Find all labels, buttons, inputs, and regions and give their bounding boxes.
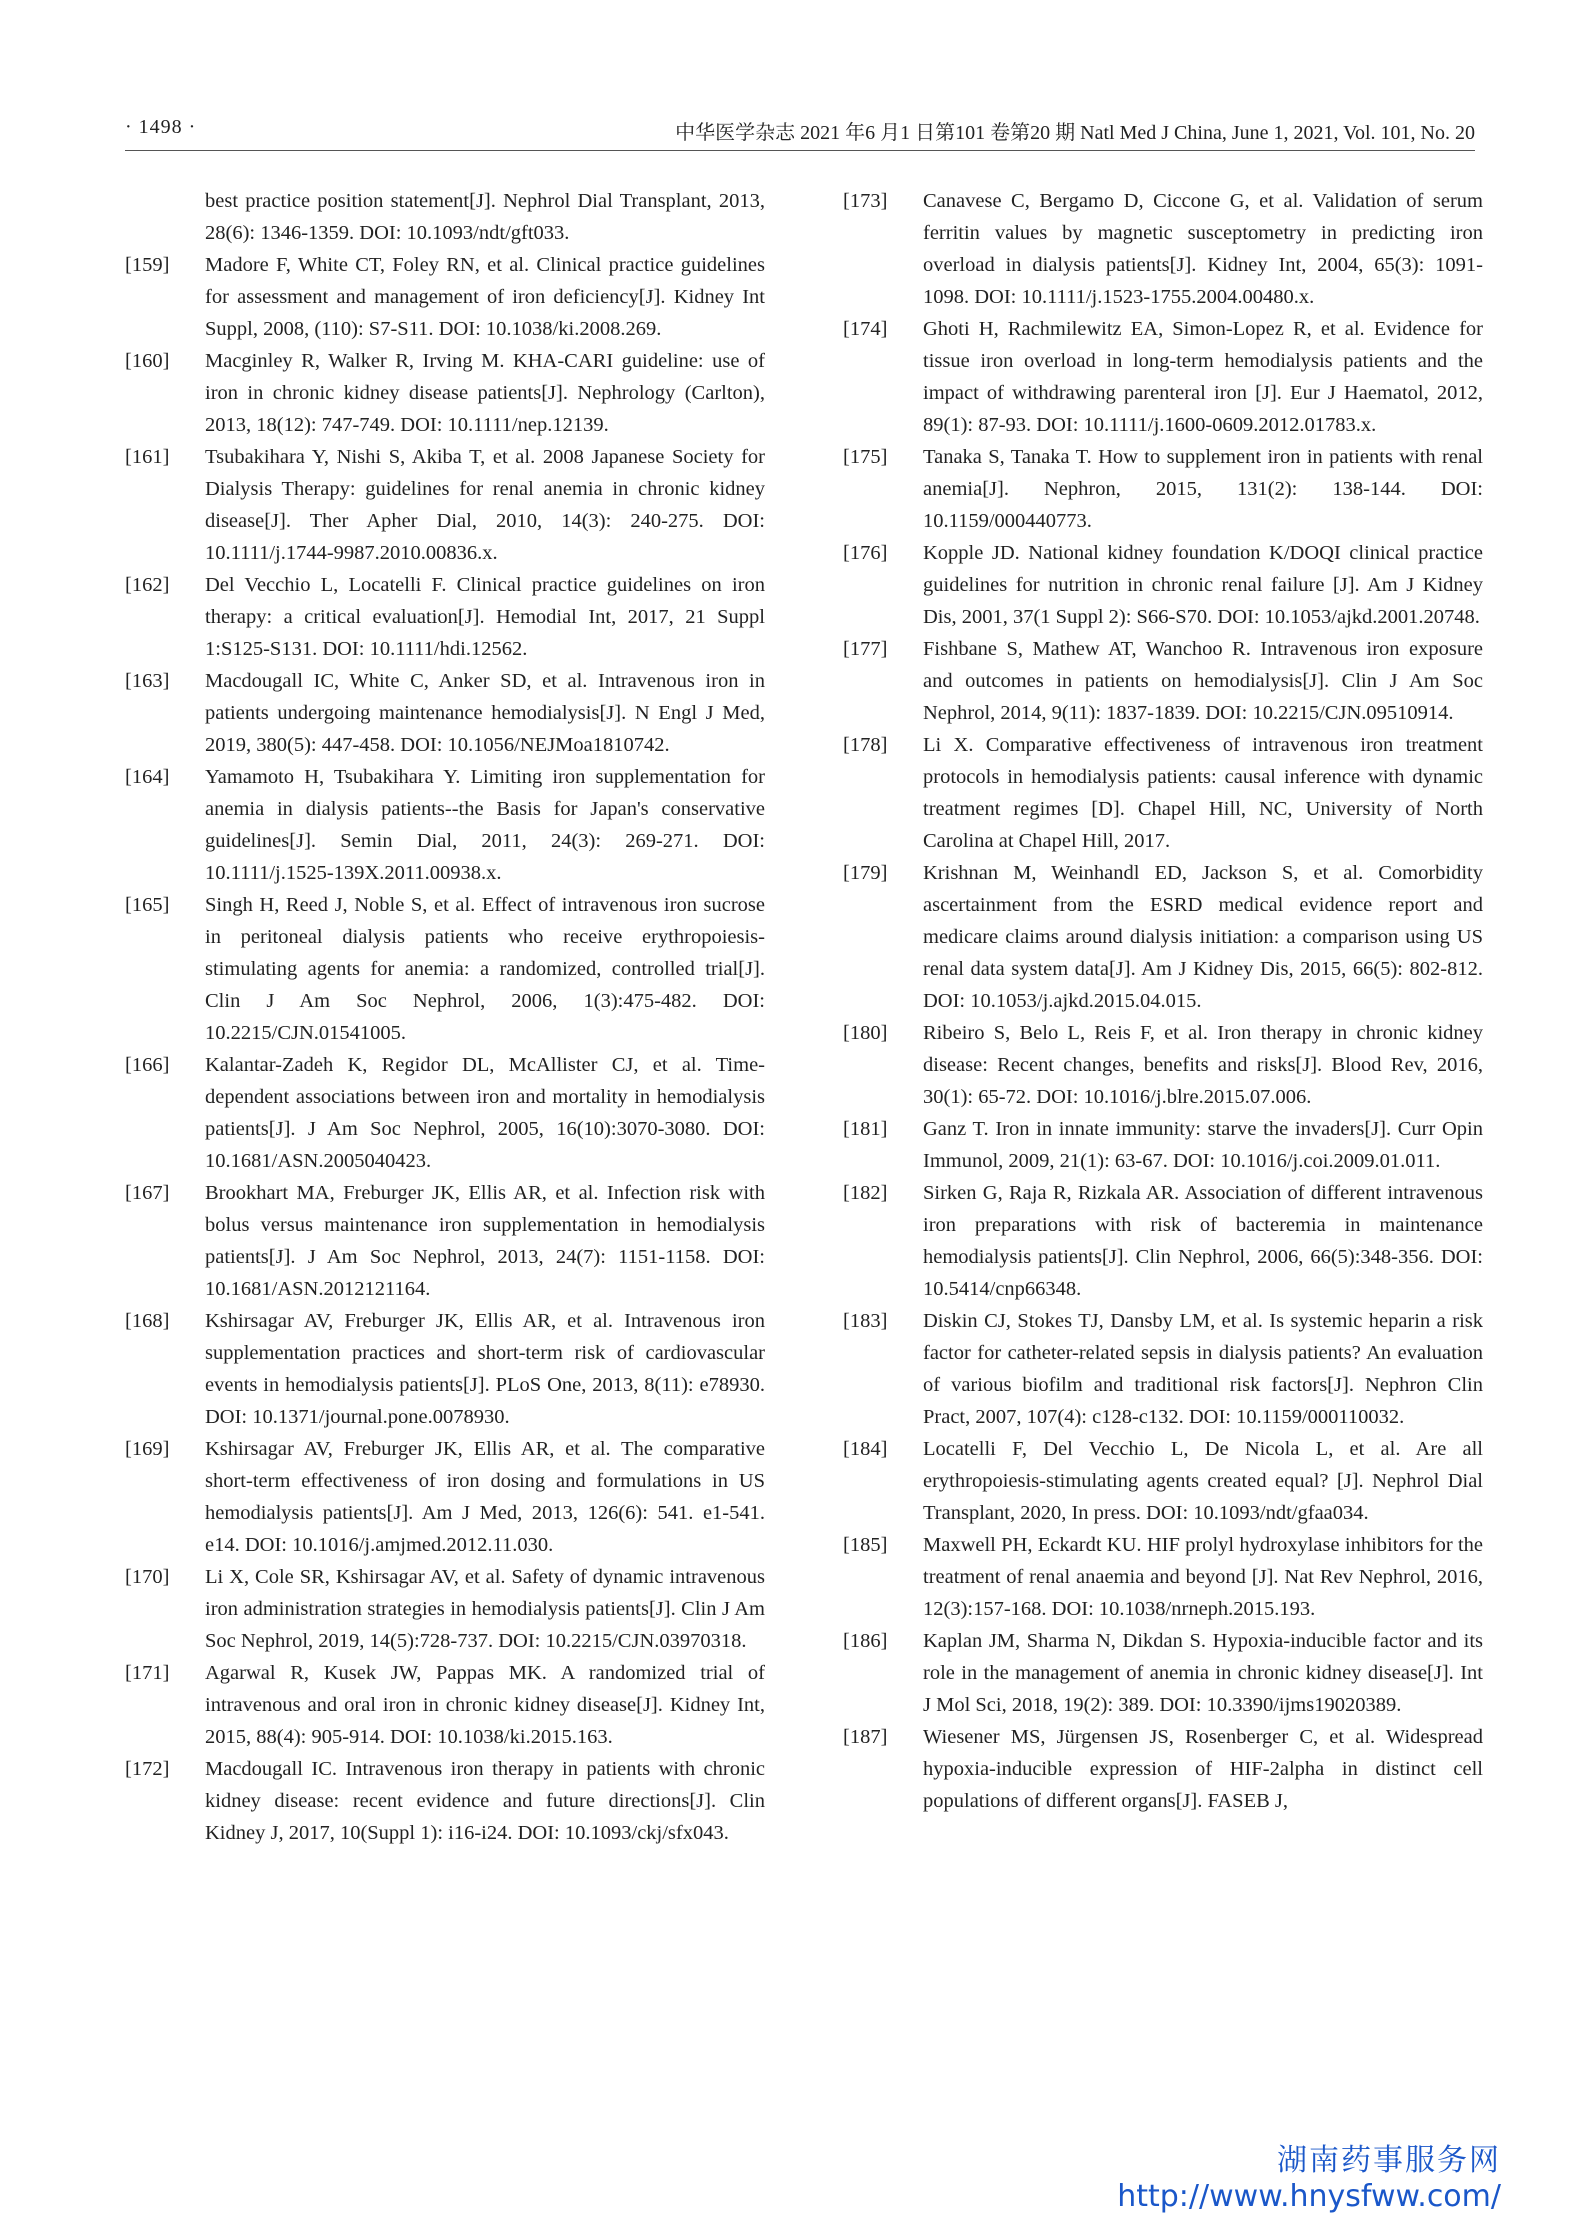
reference-number: [168] (125, 1310, 170, 1332)
reference-number: [159] (125, 254, 170, 276)
reference-text: Macdougall IC, White C, Anker SD, et al. Intravenous iron in patients undergoing maintenance hemodialysis[J]. N Engl J Med, 2019, 380(5): 447-458. DOI: 10.1056/NEJMoa1810742. (205, 670, 765, 756)
running-header (125, 112, 1475, 151)
reference-entry (125, 1177, 765, 1305)
reference-number: [185] (843, 1534, 888, 1556)
reference-number: [186] (843, 1630, 888, 1652)
reference-entry (125, 1561, 765, 1657)
reference-text: Diskin CJ, Stokes TJ, Dansby LM, et al. Is systemic heparin a risk factor for catheter-related sepsis in dialysis patients? An evaluation of various biofilm and traditional risk factors[J]. Nephron Clin Pract, 2007, 107(4): c128-c132. DOI: 10.1159/000110032. (923, 1310, 1483, 1428)
reference-text: Madore F, White CT, Foley RN, et al. Clinical practice guidelines for assessment and management of iron deficiency[J]. Kidney Int Suppl, 2008, (110): S7-S11. DOI: 10.1038/ki.2008.269. (205, 254, 765, 340)
reference-entry (843, 1721, 1483, 1817)
reference-text: Macginley R, Walker R, Irving M. KHA-CARI guideline: use of iron in chronic kidney disease patients[J]. Nephrology (Carlton), 2013, 18(12): 747-749. DOI: 10.1111/nep.12139. (205, 350, 765, 436)
watermark-site-name: 湖南药事服务网 (1277, 2143, 1501, 2178)
reference-text: Sirken G, Raja R, Rizkala AR. Association of different intravenous iron preparations with risk of bacteremia in maintenance hemodialysis patients[J]. Clin Nephrol, 2006, 66(5):348-356. DOI: 10.5414/cnp66348. (923, 1182, 1483, 1300)
reference-number: [164] (125, 766, 170, 788)
reference-number: [176] (843, 542, 888, 564)
reference-entry (843, 441, 1483, 537)
reference-entry (843, 729, 1483, 857)
reference-entry (125, 1753, 765, 1849)
reference-text: Canavese C, Bergamo D, Ciccone G, et al. Validation of serum ferritin values by magnetic susceptometry in predicting iron overload in dialysis patients[J]. Kidney Int, 2004, 65(3): 1091-1098. DOI: 10.1111/j.1523-1755.2004.00480.x. (923, 190, 1483, 308)
reference-text: Fishbane S, Mathew AT, Wanchoo R. Intravenous iron exposure and outcomes in patients on hemodialysis[J]. Clin J Am Soc Nephrol, 2014, 9(11): 1837-1839. DOI: 10.2215/CJN.09510914. (923, 638, 1483, 724)
reference-entry (125, 761, 765, 889)
reference-text: Yamamoto H, Tsubakihara Y. Limiting iron supplementation for anemia in dialysis patients--the Basis for Japan's conservative guidelines[J]. Semin Dial, 2011, 24(3): 269-271. DOI: 10.1111/j.1525-139X.2011.00938.x. (205, 766, 765, 884)
reference-number: [166] (125, 1054, 170, 1076)
reference-text: best practice position statement[J]. Nephrol Dial Transplant, 2013, 28(6): 1346-1359. DOI: 10.1093/ndt/gft033. (205, 190, 765, 244)
reference-entry (125, 185, 765, 249)
reference-text: Tanaka S, Tanaka T. How to supplement iron in patients with renal anemia[J]. Nephron, 2015, 131(2): 138-144. DOI: 10.1159/000440773. (923, 446, 1483, 532)
reference-entry (843, 1433, 1483, 1529)
reference-text: Locatelli F, Del Vecchio L, De Nicola L, et al. Are all erythropoiesis-stimulating agents created equal? [J]. Nephrol Dial Transplant, 2020, In press. DOI: 10.1093/ndt/gfaa034. (923, 1438, 1483, 1524)
reference-number: [169] (125, 1438, 170, 1460)
reference-entry (843, 1529, 1483, 1625)
reference-entry (843, 633, 1483, 729)
reference-entry (125, 249, 765, 345)
reference-entry (843, 1017, 1483, 1113)
reference-text: Agarwal R, Kusek JW, Pappas MK. A randomized trial of intravenous and oral iron in chronic kidney disease[J]. Kidney Int, 2015, 88(4): 905-914. DOI: 10.1038/ki.2015.163. (205, 1662, 765, 1748)
reference-number: [184] (843, 1438, 888, 1460)
reference-text: Ghoti H, Rachmilewitz EA, Simon-Lopez R, et al. Evidence for tissue iron overload in long-term hemodialysis patients and the impact of withdrawing parenteral iron [J]. Eur J Haematol, 2012, 89(1): 87-93. DOI: 10.1111/j.1600-0609.2012.01783.x. (923, 318, 1483, 436)
reference-number: [179] (843, 862, 888, 884)
reference-text: Kshirsagar AV, Freburger JK, Ellis AR, et al. Intravenous iron supplementation practices and short-term risk of cardiovascular events in hemodialysis patients[J]. PLoS One, 2013, 8(11): e78930. DOI: 10.1371/journal.pone.0078930. (205, 1310, 765, 1428)
reference-entry (125, 1433, 765, 1561)
reference-text: Maxwell PH, Eckardt KU. HIF prolyl hydroxylase inhibitors for the treatment of renal anaemia and beyond [J]. Nat Rev Nephrol, 2016, 12(3):157-168. DOI: 10.1038/nrneph.2015.193. (923, 1534, 1483, 1620)
reference-number: [182] (843, 1182, 888, 1204)
reference-text: Krishnan M, Weinhandl ED, Jackson S, et al. Comorbidity ascertainment from the ESRD medical evidence report and medicare claims around dialysis initiation: a comparison using US renal data system data[J]. Am J Kidney Dis, 2015, 66(5): 802-812. DOI: 10.1053/j.ajkd.2015.04.015. (923, 862, 1483, 1012)
reference-entry (843, 1305, 1483, 1433)
reference-number: [183] (843, 1310, 888, 1332)
reference-number: [163] (125, 670, 170, 692)
reference-number: [170] (125, 1566, 170, 1588)
reference-entry (125, 1305, 765, 1433)
reference-number: [162] (125, 574, 170, 596)
reference-number: [167] (125, 1182, 170, 1204)
reference-entry (125, 665, 765, 761)
reference-column-left (125, 185, 765, 1849)
reference-number: [178] (843, 734, 888, 756)
reference-entry (125, 441, 765, 569)
reference-text: Macdougall IC. Intravenous iron therapy in patients with chronic kidney disease: recent evidence and future directions[J]. Clin Kidney J, 2017, 10(Suppl 1): i16-i24. DOI: 10.1093/ckj/sfx043. (205, 1758, 765, 1844)
page-number: · 1498 · (125, 116, 197, 138)
reference-text: Kopple JD. National kidney foundation K/DOQI clinical practice guidelines for nutrition in chronic renal failure [J]. Am J Kidney Dis, 2001, 37(1 Suppl 2): S66-S70. DOI: 10.1053/ajkd.2001.20748. (923, 542, 1483, 628)
reference-entry (843, 185, 1483, 313)
reference-entry (843, 1113, 1483, 1177)
reference-text: Kalantar-Zadeh K, Regidor DL, McAllister CJ, et al. Time-dependent associations between iron and mortality in hemodialysis patients[J]. J Am Soc Nephrol, 2005, 16(10):3070-3080. DOI: 10.1681/ASN.2005040423. (205, 1054, 765, 1172)
reference-entry (125, 345, 765, 441)
reference-text: Brookhart MA, Freburger JK, Ellis AR, et al. Infection risk with bolus versus maintenance iron supplementation in hemodialysis patients[J]. J Am Soc Nephrol, 2013, 24(7): 1151-1158. DOI: 10.1681/ASN.2012121164. (205, 1182, 765, 1300)
reference-number: [180] (843, 1022, 888, 1044)
journal-citation-line: 中华医学杂志 2021 年6 月1 日第101 卷第20 期 Natl Med J China, June 1, 2021, Vol. 101, No. 20 (675, 122, 1475, 144)
reference-number: [161] (125, 446, 170, 468)
reference-number: [171] (125, 1662, 170, 1684)
reference-column-right (843, 185, 1483, 1817)
reference-number: [174] (843, 318, 888, 340)
watermark-url[interactable]: http://www.hnysfww.com/ (1117, 2179, 1501, 2214)
reference-text: Wiesener MS, Jürgensen JS, Rosenberger C, et al. Widespread hypoxia-inducible expression of HIF-2alpha in distinct cell populations of different organs[J]. FASEB J, (923, 1726, 1483, 1812)
reference-text: Tsubakihara Y, Nishi S, Akiba T, et al. 2008 Japanese Society for Dialysis Therapy: guidelines for renal anemia in chronic kidney disease[J]. Ther Apher Dial, 2010, 14(3): 240-275. DOI: 10.1111/j.1744-9987.2010.00836.x. (205, 446, 765, 564)
reference-text: Ribeiro S, Belo L, Reis F, et al. Iron therapy in chronic kidney disease: Recent changes, benefits and risks[J]. Blood Rev, 2016, 30(1): 65-72. DOI: 10.1016/j.blre.2015.07.006. (923, 1022, 1483, 1108)
reference-number: [187] (843, 1726, 888, 1748)
site-watermark (1117, 2143, 1501, 2214)
reference-entry (843, 857, 1483, 1017)
reference-entry (125, 1049, 765, 1177)
reference-number: [175] (843, 446, 888, 468)
reference-entry (125, 1657, 765, 1753)
reference-number: [172] (125, 1758, 170, 1780)
reference-entry (125, 569, 765, 665)
reference-text: Kshirsagar AV, Freburger JK, Ellis AR, et al. The comparative short-term effectiveness of iron dosing and formulations in US hemodialysis patients[J]. Am J Med, 2013, 126(6): 541. e1-541. e14. DOI: 10.1016/j.amjmed.2012.11.030. (205, 1438, 765, 1556)
reference-text: Del Vecchio L, Locatelli F. Clinical practice guidelines on iron therapy: a critical evaluation[J]. Hemodial Int, 2017, 21 Suppl 1:S125-S131. DOI: 10.1111/hdi.12562. (205, 574, 765, 660)
reference-number: [181] (843, 1118, 888, 1140)
reference-text: Li X, Cole SR, Kshirsagar AV, et al. Safety of dynamic intravenous iron administration strategies in hemodialysis patients[J]. Clin J Am Soc Nephrol, 2019, 14(5):728-737. DOI: 10.2215/CJN.03970318. (205, 1566, 765, 1652)
reference-text: Ganz T. Iron in innate immunity: starve the invaders[J]. Curr Opin Immunol, 2009, 21(1): 63-67. DOI: 10.1016/j.coi.2009.01.011. (923, 1118, 1483, 1172)
reference-number: [160] (125, 350, 170, 372)
reference-entry (843, 313, 1483, 441)
reference-entry (843, 1177, 1483, 1305)
reference-entry (125, 889, 765, 1049)
reference-number: [177] (843, 638, 888, 660)
reference-text: Singh H, Reed J, Noble S, et al. Effect of intravenous iron sucrose in peritoneal dialysis patients who receive erythropoiesis-stimulating agents for anemia: a randomized, controlled trial[J]. Clin J Am Soc Nephrol, 2006, 1(3):475-482. DOI: 10.2215/CJN.01541005. (205, 894, 765, 1044)
reference-entry (843, 537, 1483, 633)
reference-entry (843, 1625, 1483, 1721)
reference-text: Li X. Comparative effectiveness of intravenous iron treatment protocols in hemodialysis patients: causal inference with dynamic treatment regimes [D]. Chapel Hill, NC, University of North Carolina at Chapel Hill, 2017. (923, 734, 1483, 852)
reference-number: [173] (843, 190, 888, 212)
reference-text: Kaplan JM, Sharma N, Dikdan S. Hypoxia-inducible factor and its role in the management of anemia in chronic kidney disease[J]. Int J Mol Sci, 2018, 19(2): 389. DOI: 10.3390/ijms19020389. (923, 1630, 1483, 1716)
reference-number: [165] (125, 894, 170, 916)
